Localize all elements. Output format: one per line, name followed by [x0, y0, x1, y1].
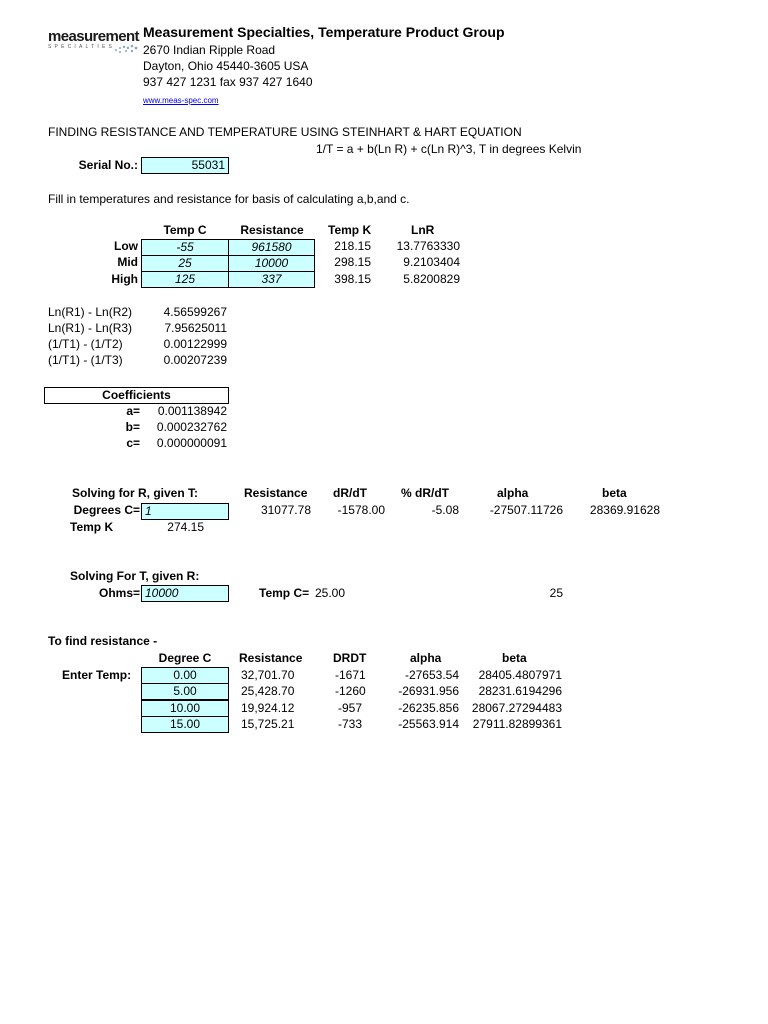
address-line-1: 2670 Indian Ripple Road	[143, 43, 276, 57]
find-alpha-value: -27653.54	[404, 668, 459, 682]
find-drdt-value: -733	[338, 717, 363, 731]
low-temp-input[interactable]: -55	[141, 239, 229, 256]
diff-value: 0.00207239	[163, 353, 227, 367]
find-drdt-value: -1260	[335, 684, 366, 698]
basis-header-lnr: LnR	[411, 223, 435, 237]
find-beta-value: 28231.6194296	[478, 684, 562, 698]
solve-r-header-drdt: dR/dT	[333, 486, 367, 500]
diff-label: (1/T1) - (1/T2)	[48, 337, 123, 351]
find-resistance-value: 32,701.70	[241, 668, 295, 682]
solve-r-drdt: -1578.00	[337, 503, 385, 517]
find-degree-input[interactable]: 15.00	[141, 716, 229, 733]
mid-temp-k: 298.15	[334, 255, 371, 269]
low-lnr: 13.7763330	[396, 239, 460, 253]
solve-r-header-alpha: alpha	[497, 486, 529, 500]
find-resistance-title: To find resistance -	[48, 634, 158, 648]
basis-header-tempk: Temp K	[328, 223, 372, 237]
temp-k-value: 274.15	[167, 520, 204, 534]
logo-wordmark: measurement	[48, 28, 139, 45]
ohms-input[interactable]: 10000	[141, 585, 229, 602]
solve-r-header-beta: beta	[602, 486, 627, 500]
website-link[interactable]: www.meas-spec.com	[143, 96, 219, 105]
serial-input[interactable]: 55031	[141, 157, 229, 174]
high-resistance-input[interactable]: 337	[228, 271, 315, 288]
find-beta-value: 28405.4807971	[478, 668, 562, 682]
enter-temp-label: Enter Temp:	[62, 668, 132, 682]
find-drdt-value: -1671	[335, 668, 366, 682]
diff-label: Ln(R1) - Ln(R3)	[48, 321, 133, 335]
find-alpha-value: -26931.956	[398, 684, 459, 698]
find-header-degree-c: Degree C	[158, 651, 212, 665]
mid-temp-input[interactable]: 25	[141, 255, 229, 272]
phone-fax: 937 427 1231 fax 937 427 1640	[143, 75, 313, 89]
temp-c-label: Temp C=	[259, 586, 310, 600]
find-header-alpha: alpha	[410, 651, 442, 665]
equation: 1/T = a + b(Ln R) + c(Ln R)^3, T in degrees Kelvin	[316, 142, 582, 156]
diff-label: (1/T1) - (1/T3)	[48, 353, 123, 367]
find-drdt-value: -957	[338, 701, 363, 715]
find-alpha-value: -25563.914	[398, 717, 459, 731]
ohms-label: Ohms=	[98, 586, 140, 600]
solve-r-pct-drdt: -5.08	[431, 503, 459, 517]
high-lnr: 5.8200829	[403, 272, 460, 286]
coefficient-b-value: 0.000232762	[156, 420, 227, 434]
company-logo	[48, 28, 140, 62]
coefficient-label: c=	[126, 436, 140, 450]
solve-r-header-resistance: Resistance	[244, 486, 308, 500]
basis-row-label: High	[111, 272, 138, 286]
find-resistance-value: 25,428.70	[241, 684, 295, 698]
coefficient-a-value: 0.001138942	[157, 404, 227, 418]
find-resistance-value: 19,924.12	[241, 701, 295, 715]
solve-r-alpha: -27507.11726	[489, 503, 563, 517]
logo-subtitle: SPECIALTIES	[48, 44, 116, 50]
diff-value: 4.56599267	[163, 305, 227, 319]
coefficients-title: Coefficients	[44, 387, 229, 404]
find-header-resistance: Resistance	[239, 651, 303, 665]
serial-label: Serial No.:	[78, 158, 138, 172]
mid-resistance-input[interactable]: 10000	[228, 255, 315, 272]
high-temp-k: 398.15	[334, 272, 371, 286]
find-degree-input[interactable]: 5.00	[141, 683, 229, 700]
diff-value: 7.95625011	[164, 321, 227, 335]
find-header-drdt: DRDT	[333, 651, 367, 665]
find-beta-value: 28067.27294483	[471, 701, 562, 715]
solve-r-title: Solving for R, given T:	[72, 486, 199, 500]
basis-header-tempc: Temp C	[163, 223, 207, 237]
coefficient-label: a=	[126, 404, 140, 418]
low-temp-k: 218.15	[334, 239, 371, 253]
find-header-beta: beta	[502, 651, 527, 665]
mid-lnr: 9.2103404	[403, 255, 460, 269]
temp-k-label: Temp K	[70, 520, 114, 534]
diff-label: Ln(R1) - Ln(R2)	[48, 305, 133, 319]
find-alpha-value: -26235.856	[398, 701, 459, 715]
temp-c-value: 25.00	[315, 586, 346, 600]
degrees-c-input[interactable]: 1	[141, 503, 229, 520]
diff-value: 0.00122999	[163, 337, 227, 351]
solve-r-resistance: 31077.78	[260, 503, 311, 517]
find-degree-input[interactable]: 10.00	[141, 700, 229, 717]
degrees-c-label: Degrees C=	[73, 503, 140, 517]
basis-row-label: Low	[114, 239, 138, 253]
instructions: Fill in temperatures and resistance for basis of calculating a,b,and c.	[48, 192, 410, 206]
find-resistance-value: 15,725.21	[241, 717, 295, 731]
company-name: Measurement Specialties, Temperature Product Group	[143, 24, 505, 40]
temp-c-rounded: 25	[549, 586, 563, 600]
find-degree-input[interactable]: 0.00	[141, 667, 229, 684]
find-beta-value: 27911.82899361	[472, 717, 562, 731]
solve-r-header-pct-drdt: % dR/dT	[401, 486, 449, 500]
high-temp-input[interactable]: 125	[141, 271, 229, 288]
low-resistance-input[interactable]: 961580	[228, 239, 315, 256]
page-title: FINDING RESISTANCE AND TEMPERATURE USING STEINHART & HART EQUATION	[48, 125, 522, 139]
solve-r-beta: 28369.91628	[589, 503, 660, 517]
coefficient-label: b=	[125, 420, 140, 434]
solve-t-title: Solving For T, given R:	[70, 569, 200, 583]
address-line-2: Dayton, Ohio 45440-3605 USA	[143, 59, 309, 73]
basis-row-label: Mid	[117, 255, 138, 269]
coefficient-c-value: 0.000000091	[156, 436, 227, 450]
measurement-logo-icon	[112, 42, 142, 56]
basis-header-resistance: Resistance	[240, 223, 304, 237]
